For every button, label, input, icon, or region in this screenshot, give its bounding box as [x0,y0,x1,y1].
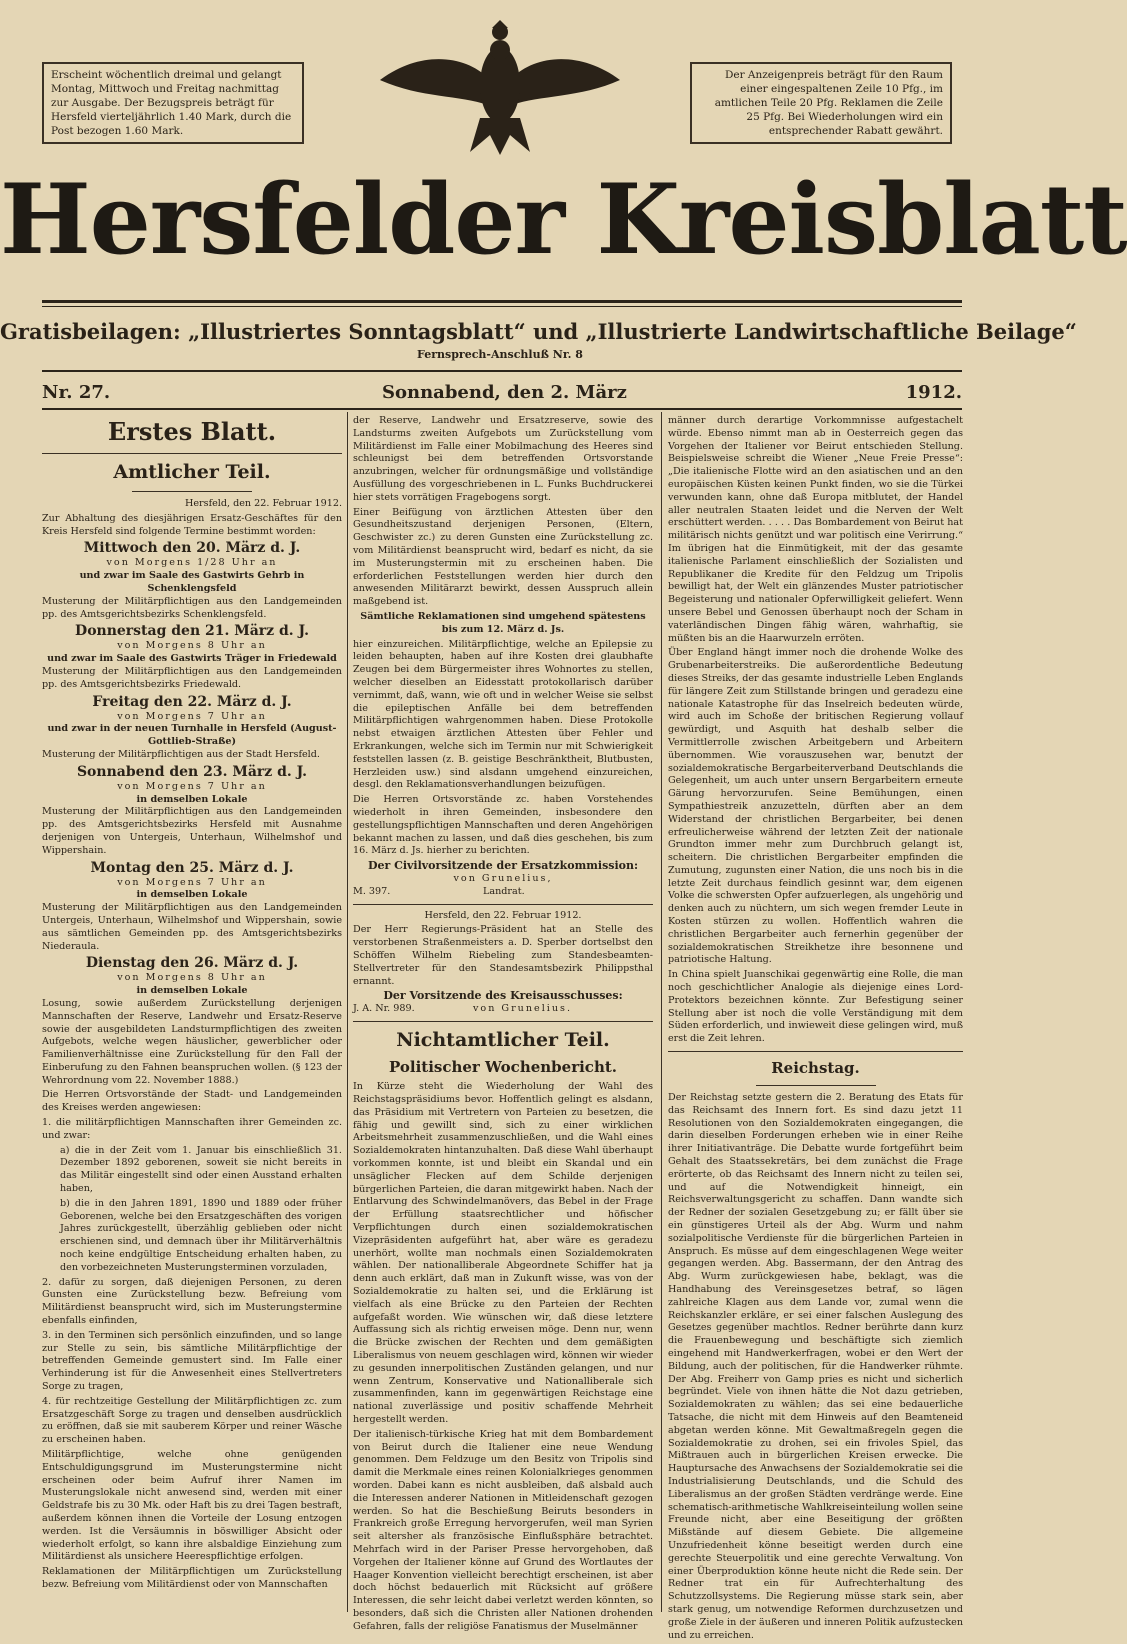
dateline: Hersfeld, den 22. Februar 1912. [185,498,342,509]
date-heading: Donnerstag den 21. März d. J. [75,623,309,640]
signature-footer [353,886,653,899]
time-line: von Morgens 8 Uhr an [117,972,267,984]
column-3 [668,415,963,1644]
dateline: Hersfeld, den 22. Februar 1912. [424,909,582,921]
reichstag-heading: Reichstag. [771,1059,860,1078]
phone-line: Fernsprech-Anschluß Nr. 8 [417,348,583,361]
issue-line [42,382,962,408]
time-line: von Morgens 7 Uhr an [117,876,267,888]
list-item: 4. für rechtzeitige Gestellung der Militärpflichtigen zc. zum Ersatzgeschäft Sorge zu tragen und denselben ausdrücklich zu eröffnen, daß sie mit sauberem Körper und reiner Wäsche zu erscheinen haben. [42,1395,342,1446]
signature-role: Landrat. [483,885,525,897]
place-line: in demselben Lokale [136,889,248,901]
list-subitem: a) die in der Zeit vom 1. Januar bis einschließlich 31. Dezember 1892 geborenen, soweit sie nicht bereits in das Militär eingestellt sind oder einen Ausstand erhalten haben, [60,1144,342,1195]
paragraph: Losung, sowie außerdem Zurückstellung derjenigen Mannschaften der Reserve, Landwehr und Ersatz-Reserve sowie der ausgebildeten Landsturmpflichtigen des zweiten Aufgebots, welche wegen häuslicher, gewerblicher oder Familienverhältnisse eine Zurückstellung für den Fall der Einberufung zu den Fahnen beanspruchen wollen. (§ 123 der Wehrordnung vom 22. November 1888.) [42,997,342,1086]
list-item: 2. dafür zu sorgen, daß diejenigen Personen, zu deren Gunsten eine Zurückstellung bezw. Befreiung vom Militärdienst beansprucht wird, sich im Musterungstermine ebenfalls einfinden, [42,1276,342,1327]
place-line: und zwar im Saale des Gastwirts Gehrb in Schenklengsfeld [79,570,305,594]
newspaper-title: Hersfelder Kreisblatt [0,163,1127,276]
divider [42,453,342,454]
time-line: von Morgens 8 Uhr an [117,640,267,652]
supplements-line: Gratisbeilagen: „Illustriertes Sonntagsblatt“ und „Illustrierte Landwirtschaftliche Beilage“ [0,319,1077,344]
divider [353,1021,653,1022]
unofficial-section-heading: Nichtamtlicher Teil. [396,1029,610,1052]
issue-rule-bottom [42,408,962,410]
date-heading: Montag den 25. März d. J. [90,859,294,876]
divider [353,904,653,905]
date-heading: Sonnabend den 23. März d. J. [76,763,308,780]
divider [668,1051,963,1052]
muster-text: Musterung der Militärpflichtigen aus den Landgemeinden pp. des Amtsgerichtsbezirks Hersfeld mit Ausnahme derjenigen von Untergeis, Unterhaun, Wilhelmshof und Wippershain. [42,806,342,856]
deadline-notice: Sämtliche Reklamationen sind umgehend spätestens bis zum 12. März d. Js. [360,610,646,635]
paragraph: Reklamationen der Militärpflichtigen um Zurückstellung bezw. Befreiung vom Militärdienst oder von Mannschaften [42,1566,342,1590]
paragraph: In Kürze steht die Wiederholung der Wahl des Reichstagspräsidiums bevor. Hoffentlich gelingt es alsdann, das Präsidium mit Vertretern von Parteien zu besetzen, die fähig und gewillt sind, sich zu einer wirklichen Arbeitsmehrheit zusammenzuschließen, und die Wahl eines Sozialdemokraten hintanzuhalten. Daß diese Wahl überhaupt vorkommen konnte, ist und bleibt ein Skandal und ein unsäglicher Flecken auf dem Schilde derjenigen bürgerlichen Parteien, die daran mitgewirkt haben. Nach der Entlarvung des Schwindelmanövers, das Bebel in der Frage der Erfüllung staatsrechtlicher und höfischer Verpflichtungen durch einen sozialdemokratischen Vizepräsidenten aufgeführt hat, aber wäre es geradezu unerhört, wollte man nochmals einen Sozialdemokraten wählen. Der nationalliberale Abgeordnete Schiffer hat ja denn auch erklärt, daß man in Zukunft wisse, was von der Sozialdemokratie zu halten sei, und die Erklärung ist vielfach als eine Brücke zu den Parteien der Rechten aufgefaßt worden. Wie wünschen wir, daß diese letztere Auffassung sich als richtig erweisen möge. Denn nur, wenn die Brücke zwischen der Rechten und dem gemäßigten Liberalismus von neuem geschlagen wird, können wir wieder zu gesunden innerpolitischen Zuständen gelangen, und nur wenn Zentrum, Konservative und Nationalliberale sich zusammenfinden, kann im gegenwärtigen Reichstage eine national zuverlässige und positiv schaffende Mehrheit hergestellt werden. [353,1081,653,1425]
signature-name: von Grunelius, [453,872,553,884]
paragraph: Über England hängt immer noch die drohende Wolke des Grubenarbeiterstreiks. Die außerordentliche Bedeutung dieses Streiks, der das gesamte industrielle Leben Englands für längere Zeit zum Stillstande bringen und geradezu eine nationale Katastrophe für das Inselreich bedeuten würde, wird auch im Schoße der britischen Regierung vollauf gewürdigt, und Asquith hat deshalb selber die Vermittlerrolle zwischen Arbeitgebern und Arbeitern übernommen. Wie vorauszusehen war, benutzt der sozialdemokratische Bergarbeiterverband Deutschlands die Gelegenheit, um auch unter unsern Bergarbeitern erneute Gärung hervorzurufen. Seine Bemühungen, einen Sympathiestreik anzuzetteln, dürften aber an dem Widerstand der christlichen Bergarbeiter, bei denen erfreulicherweise während der letzten Zeit der nationale Grundton immer mehr zum Durchbruch gelangt ist, scheitern. Die christlichen Bergarbeiter empfinden die Zumutung, zugunsten einer Nation, die uns noch bis in die letzte Zeit durchaus feindlich gesinnt war, dem eigenen Volke die schwersten Opfer aufzuerlegen, als ungehörig und denken auch zu nüchtern, um sich wegen fremder Leute in Kosten stürzen zu wollen. Hoffentlich wahren die christlichen Bergarbeiter auch fernerhin gegenüber der sozialdemokratischen Streikhetze ihre besonnene und patriotische Haltung. [668,647,963,966]
paragraph: Der Reichstag setzte gestern die 2. Beratung des Etats für das Reichsamt des Innern fort. Es sind dazu jetzt 11 Resolutionen von den Sozialdemokraten eingegangen, die darin dieselben Forderungen erheben wie in einer Reihe ihrer Initiativanträge. Die Debatte wurde fortgeführt beim Gehalt des Staatssekretärs, bei dem zunächst die Frage erörterte, ob das Reichsamt des Innern nicht zu teilen sei, und auf die Notwendigkeit hinneigt, ein Reichsverwaltungsgericht zu schaffen. Dann wandte sich der Redner der sozialen Gesetzgebung zu; er fällt über sie ein günstigeres Urteil als der Abg. Wurm und nahm sozialpolitische Verdienste für die bürgerlichen Parteien in Anspruch. Es müsse auf dem eingeschlagenen Wege weiter gegangen werden. Abg. Bassermann, der den Antrag des Abg. Wurm zurückgewiesen habe, beklagt, was die Handhabung des Vereinsgesetzes betraf, so lägen zahlreiche Klagen aus dem Lande vor, zumal wenn die Reichskanzler erkläre, er sei einer falschen Auslegung des Gesetzes gegenüber machtlos. Redner berührte dann kurz die Frauenbewegung und beschäftigte sich ziemlich eingehend mit Handwerkerfragen, wobei er den Wert der Bildung, auch der politischen, für die Handwerker rühmte. Der Abg. Freiherr von Gamp pries es nicht und sicherlich begründet. Viele von ihnen hätte die Not dazu getrieben, Sozialdemokraten zu wählen; das sei eine bedauerliche Tatsache, die nicht mit dem Hinweis auf den Beamteneid abgetan werden könne. Mit Gewaltmaßregeln gegen die Sozialdemokratie zu drohen, sei ein frivoles Spiel, das Mißtrauen auch in bürgerlichen Kreisen erwecke. Die Hauptursache des Anwachsens der Sozialdemokratie sei die Industrialisierung Deutschlands, und die Schuld des Liberalismus an der großen Städten verdränge werde. Eine schematisch-arithmetische Wahlkreiseinteilung wollen seine Freunde nicht, aber eine Beseitigung der größten Mißstände auf diesem Gebiete. Die allgemeine Unzufriedenheit könne beseitigt werden durch eine gerechte Steuerpolitik und eine gerechte Verwaltung. Von einer Überproduktion könne heute nicht die Rede sein. Der Redner trat ein für Aufrechterhaltung des Schutzzollsystems. Die Regierung müsse stark sein, aber stark genug, um notwendige Reformen durchzusetzen und große Ziele in der äußeren und inneren Politik aufzustecken und zu erreichen. [668,1092,963,1641]
column-2 [353,415,653,1636]
column-divider-2 [661,412,662,1612]
divider [756,1085,876,1086]
list-item: 1. die militärpflichtigen Mannschaften ihrer Gemeinden zc. und zwar: [42,1117,342,1141]
signature-title: Der Civilvorsitzende der Ersatzkommission: [367,859,639,873]
paragraph: männer durch derartige Vorkommnisse aufgestachelt würde. Ebenso nimmt man ab in Oesterreich gegen das Vorgehen der Italiener vor Beirut entschieden Stellung. Beispielsweise schreibt die Wiener „Neue Freie Presse“: „Die italienische Flotte wird an den asiatischen und an den europäischen Küsten keinen Punkt finden, wo sie die Türkei verwunden kann, ohne daß Europa mitblutet, der Handel aller neutralen Staaten leidet und die Nerven der Welt erschüttert werden. . . . . Das Bombardement von Beirut hat militärisch nichts genützt und war politisch eine Verirrung.“ Im übrigen hat die Einmütigkeit, mit der das gesamte italienische Parlament einschließlich der Sozialisten und Republikaner die Kredite für den Feldzug um Tripolis bewilligt hat, der Welt ein glänzendes Muster patriotischer Begeisterung und nationaler Opferwilligkeit geliefert. Wenn unsere Bebel und Genossen überhaupt noch der Scham in vaterländischen Dingen fähig wären, wahrhaftig, sie müßten bis an die Haarwurzeln erröten. [668,415,963,644]
muster-text: Musterung der Militärpflichtigen aus der Stadt Hersfeld. [42,748,320,760]
masthead-rule-thin [42,306,962,307]
paragraph: In China spielt Juanschikai gegenwärtig eine Rolle, die man noch geschichtlicher Analogie als diejenige eines Lord-Protektors bezeichnen könnte. Zur Befestigung seiner Stellung aber ist noch die volle Verständigung mit dem Süden erforderlich, und inwieweit diese gelingen wird, muß erst die Zeit lehren. [668,969,963,1045]
paragraph: Der italienisch-türkische Krieg hat mit dem Bombardement von Beirut durch die Italiener eine neue Wendung genommen. Dem Feldzuge um den Besitz von Tripolis sind damit die Merkmale eines reinen Kolonialkrieges genommen worden. Dabei kann es nicht ausbleiben, daß alsbald auch die Interessen anderer Nationen in Mitleidenschaft gezogen werden. So hat die Beschießung Beiruts besonders in Frankreich große Erregung hervorgerufen, weil man Syrien seit altersher als französische Einflußsphäre betrachtet. Mehrfach wird in der Pariser Presse hervorgehoben, daß Vorgehen der Italiener könne auf Grund des Wortlautes der Haager Konvention vielleicht berechtigt erscheinen, ist aber doch höchst bedauerlich mit Rücksicht auf größere Interessen, die sehr leicht dabei verletzt werden könnten, so besonders, daß sich die Christen aller Nationen drohenden Gefahren, falls der religiöse Fanatismus der Muselmänner [353,1428,653,1632]
sheet-heading: Erstes Blatt. [107,417,277,446]
signature-title: Der Vorsitzende des Kreisausschusses: [383,989,623,1003]
time-line: von Morgens 7 Uhr an [117,780,267,792]
issue-year: 1912. [905,382,962,403]
signature-footer [353,1003,653,1016]
date-heading: Freitag den 22. März d. J. [92,693,292,710]
paragraph: Der Herr Regierungs-Präsident hat an Stelle des verstorbenen Straßenmeisters a. D. Sperber dortselbst den Schöffen Wilhelm Riebeling zum Standesbeamten-Stellvertreter für den Standesamtsbezirk Philippsthal ernannt. [353,924,653,987]
issue-rule-top [42,370,962,372]
column-divider-1 [347,412,348,1612]
paragraph: Die Herren Ortsvorstände zc. haben Vorstehendes wiederholt in ihren Gemeinden, insbesondere den gestellungspflichtigen Mannschaften und deren Angehörigen bekannt machen zu lassen, und daß dies geschehen, bis zum 16. März d. Js. hierher zu berichten. [353,794,653,857]
advertising-rates-box: Der Anzeigenpreis beträgt für den Raum einer eingespaltenen Zeile 10 Pfg., im amtlichen Teile 20 Pfg. Reklamen die Zeile 25 Pfg. Bei Wiederholungen wird ein entsprechender Rabatt gewährt. [690,62,952,144]
place-line: und zwar im Saale des Gastwirts Träger in Friedewald [47,653,337,665]
muster-text: Musterung der Militärpflichtigen aus den Landgemeinden Untergeis, Unterhaun, Wilhelmshof und Wippershain, sowie aus sämtlichen Gemeinden pp. des Amtsgerichtsbezirks Niederaula. [42,902,342,952]
place-line: in demselben Lokale [136,985,248,997]
paragraph: hier einzureichen. Militärpflichtige, welche an Epilepsie zu leiden behaupten, haben auf ihre Kosten drei glaubhafte Zeugen bei dem Bürgermeister ihres Wohnortes zu stellen, welcher dieselben an Eidesstatt protokollarisch darüber vernimmt, daß, wann, wie oft und in welcher Weise sie selbst die epileptischen Anfälle bei dem betreffenden Militärpflichtigen wahrgenommen haben. Diese Protokolle nebst etwaigen ärztlichen Attesten über Fehler und Erkrankungen, welche sich im Termin nur mit Schwierigkeit feststellen lassen (z. B. geistige Beschränktheit, Blutbusten, Herzleiden usw.) sind alsdann umgehend einzureichen, desgl. den Reklamationsverhandlungen beizufügen. [353,638,653,791]
signature-name: von Grunelius. [473,1003,572,1015]
issue-date: Sonnabend, den 2. März [382,382,627,403]
muster-text: Musterung der Militärpflichtigen aus den Landgemeinden pp. des Amtsgerichtsbezirks Friedewald. [42,665,342,690]
paragraph: der Reserve, Landwehr und Ersatzreserve, sowie des Landsturms zweiten Aufgebots um Zurückstellung vom Militärdienst im Falle einer Mobilmachung des Heeres sind schleunigst bei dem betreffenden Ortsvorstande anzubringen, welcher für ordnungsmäßige und vollständige Ausfüllung des vorgeschriebenen in L. Funks Buchdruckerei hier stets vorrätigen Fragebogens sorgt. [353,415,653,503]
date-heading: Mittwoch den 20. März d. J. [83,540,301,557]
place-line: in demselben Lokale [136,793,248,805]
subscription-info-box: Erscheint wöchentlich dreimal und gelangt Montag, Mittwoch und Freitag nachmittag zur Ausgabe. Der Bezugspreis beträgt für Hersfeld vierteljährlich 1.40 Mark, durch die Post bezogen 1.60 Mark. [42,62,304,144]
time-line: von Morgens 7 Uhr an [117,710,267,722]
list-subitem: b) die in den Jahren 1891, 1890 und 1889 oder früher Geborenen, welche bei den Ersatzgeschäften des vorigen Jahres zurückgestellt, überzählig geblieben oder nicht erschienen sind, und demnach über ihr Militärverhältnis noch keine endgültige Entscheidung erhalten haben, zu den vorbezeichneten Musterungsterminen vorzuladen, [60,1197,342,1273]
issue-number: Nr. 27. [42,382,111,403]
official-section-heading: Amtlicher Teil. [113,461,271,483]
intro-paragraph: Zur Abhaltung des diesjährigen Ersatz-Geschäftes für den Kreis Hersfeld sind folgende Termine bestimmt worden: [42,512,342,537]
reference-number: J. A. Nr. 989. [353,1003,415,1015]
list-item: 3. in den Terminen sich persönlich einzufinden, und so lange zur Stelle zu sein, bis sämtliche Militärpflichtige der betreffenden Gemeinde gemustert sind. Im Falle einer Verhinderung ist für die Anwesenheit eines Stellvertreters Sorge zu tragen, [42,1329,342,1393]
paragraph: Die Herren Ortsvorstände der Stadt- und Landgemeinden des Kreises werden angewiesen: [42,1089,342,1114]
divider [132,491,252,492]
masthead-rule-top [42,300,962,303]
paragraph: Militärpflichtige, welche ohne genügenden Entschuldigungsgrund im Musterungstermine nicht erscheinen oder beim Aufruf ihrer Namen im Musterungslokale nicht anwesend sind, werden mit einer Geldstrafe bis zu 30 Mk. oder Haft bis zu drei Tagen bestraft, außerdem können ihnen die Vorteile der Losung entzogen werden. Ist die Versäumnis in böswilliger Absicht oder wiederholt erfolgt, so kann ihre alsbaldige Einziehung zum Militärdienst als unsichere Heerespflichtige erfolgen. [42,1449,342,1563]
date-heading: Dienstag den 26. März d. J. [85,955,299,972]
muster-text: Musterung der Militärpflichtigen aus den Landgemeinden pp. des Amtsgerichtsbezirks Schenklengsfeld. [42,595,342,620]
column-1 [42,415,342,1594]
prussian-eagle-emblem [370,10,630,160]
reference-number: M. 397. [353,885,391,897]
time-line: von Morgens 1/28 Uhr an [106,557,278,569]
weekly-report-heading: Politischer Wochenbericht. [389,1058,617,1077]
place-line: und zwar in der neuen Turnhalle in Hersfeld (August-Gottlieb-Straße) [47,723,337,748]
paragraph: Einer Beifügung von ärztlichen Attesten über den Gesundheitszustand derjenigen Personen, (Eltern, Geschwister zc.) zu deren Gunsten eine Zurückstellung zc. vom Militärdienst beansprucht wird, bedarf es nicht, da sie im Musterungstermin mit zu erscheinen haben. Die erforderlichen Feststellungen werden hier durch den anwesenden Militärarzt bewirkt, dessen Ausspruch allein maßgebend ist. [353,506,653,608]
